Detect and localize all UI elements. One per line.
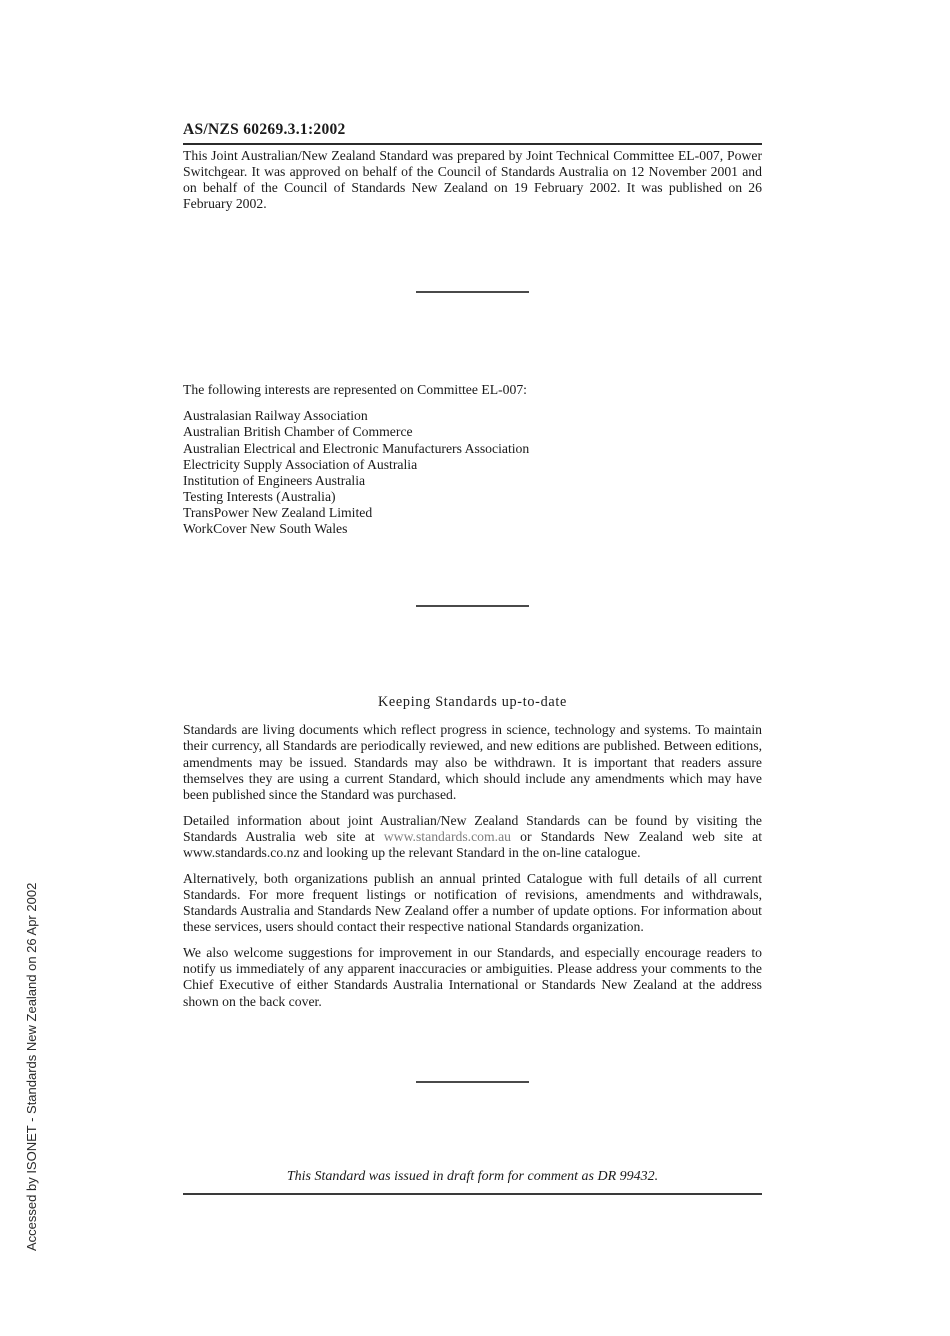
standards-nz-url-link[interactable]: www.standards.co.nz (183, 845, 300, 861)
section-divider-3 (416, 1081, 529, 1083)
committee-member: TransPower New Zealand Limited (183, 504, 373, 520)
committee-member: Australian British Chamber of Commerce (183, 424, 413, 440)
preparation-note-paragraph: This Joint Australian/New Zealand Standard was prepared by Joint Technical Committee EL-007, Power Switchgear. It was approved on behalf of the Council of Standards Australia on 12 November 2001 and on behalf of the Council of Standards New Zealand on 19 February 2002. It was published on 26 February 2002. (183, 148, 762, 212)
section-divider-2 (416, 605, 529, 607)
section-divider-1 (416, 291, 529, 293)
access-watermark-vertical-text: Accessed by ISONET - Standards New Zealand on 26 Apr 2002 (24, 882, 39, 1251)
committee-member: WorkCover New South Wales (183, 521, 348, 537)
keeping-paragraph-2 (183, 813, 762, 862)
committee-member-list (183, 408, 762, 537)
keeping-paragraph-2-text-before: Detailed information about joint Australian/New Zealand Standards can be found by visiting the Standards Australia web site at (183, 812, 762, 844)
keeping-paragraph-3: Alternatively, both organizations publish an annual printed Catalogue with full details of all current Standards. For more frequent listings or notification of revisions, amendments and withdrawals, Standards Australia and Standards New Zealand offer a number of update options. For information about these services, users should contact their respective national Standards organization. (183, 870, 762, 935)
standards-australia-url-link[interactable]: www.standards.com.au (383, 828, 512, 844)
keeping-paragraph-4: We also welcome suggestions for improvement in our Standards, and especially encourage readers to notify us immediately of any apparent inaccuracies or ambiguities. Please address your comments to the Chief Executive of either Standards Australia International or Standards New Zealand at the address shown on the back cover. (183, 944, 762, 1009)
committee-member: Testing Interests (Australia) (183, 488, 336, 504)
committee-member: Institution of Engineers Australia (183, 472, 366, 488)
document-page-column (183, 121, 762, 1195)
committee-member: Electricity Supply Association of Australia (183, 456, 418, 472)
draft-comment-note: This Standard was issued in draft form for comment as DR 99432. (183, 1169, 762, 1195)
committee-intro: The following interests are represented on Committee EL-007: (183, 382, 527, 398)
standard-id-title: AS/NZS 60269.3.1:2002 (183, 121, 762, 145)
keeping-paragraph-1: Standards are living documents which reflect progress in science, technology and systems. To maintain their currency, all Standards are periodically reviewed, and new editions are published. Between editions, amendments may be issued. Standards may also be withdrawn. It is important that readers assure themselves they are using a current Standard, which should include any amendments which may have been published since the Standard was purchased. (183, 722, 762, 803)
committee-member: Australian Electrical and Electronic Manufacturers Association (183, 440, 530, 456)
keeping-standards-heading: Keeping Standards up-to-date (377, 694, 567, 711)
keeping-paragraph-2-text-mid: or Standards New Zealand web site at (511, 828, 762, 844)
keeping-paragraph-2-text-after: and looking up the relevant Standard in the on-line catalogue. (299, 845, 641, 861)
committee-member: Australasian Railway Association (183, 408, 368, 424)
